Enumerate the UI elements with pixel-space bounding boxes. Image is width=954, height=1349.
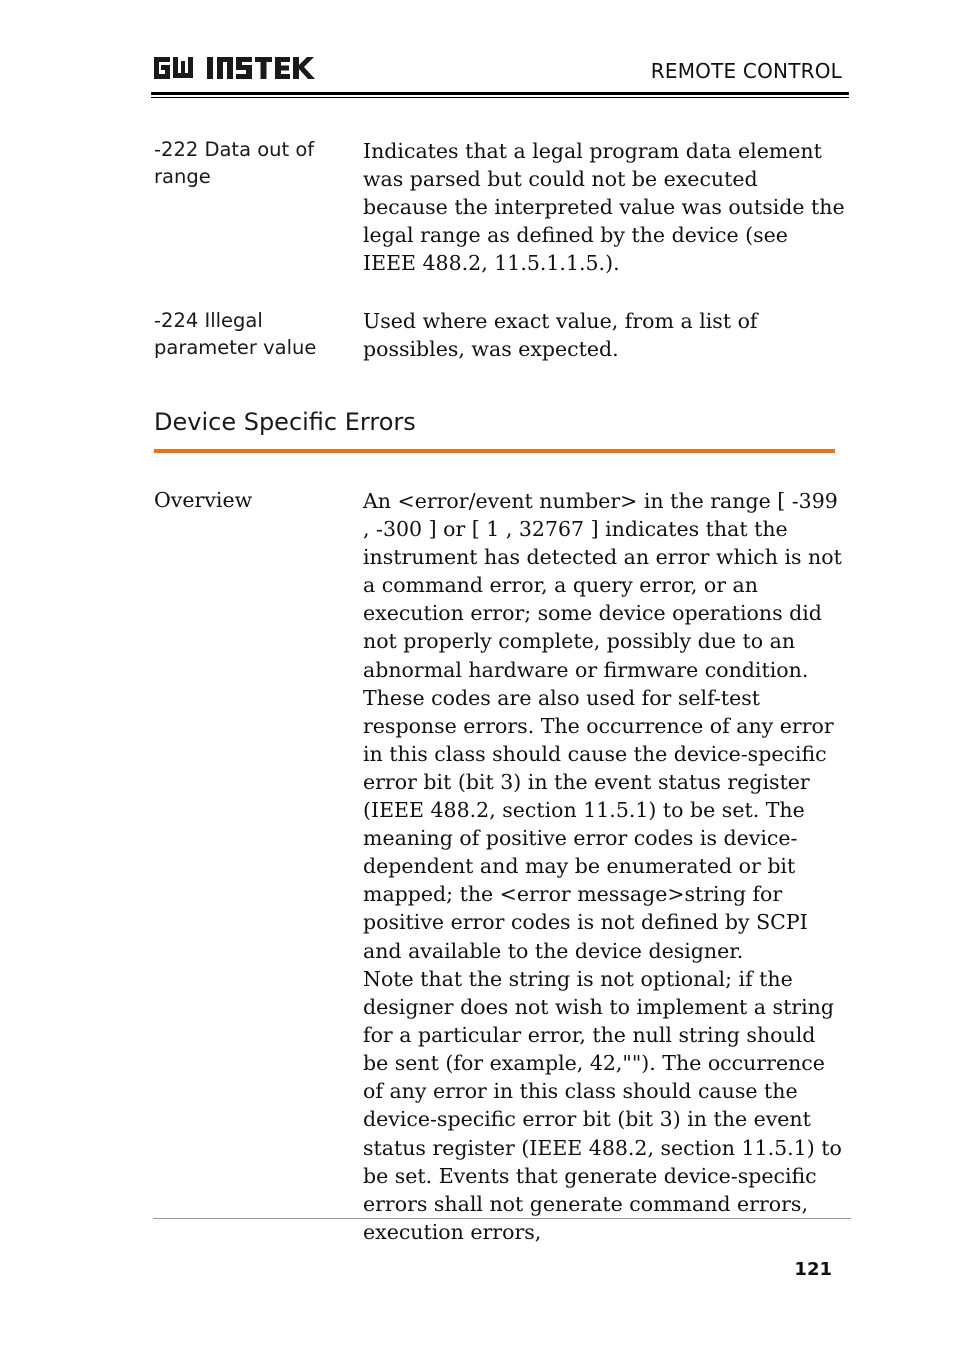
error-description: Indicates that a legal program data element was parsed but could not be executed because the interpreted value was outside the legal range as defined by the device (see IEEE 488.2, 11.5.1.1.5.).: [363, 139, 845, 276]
overview-paragraph-note: Note that the string is not optional; if the designer does not wish to implement a string for a particular error, the null string should be sent (for example, 42,""). The occurrence of any error in this class should cause the device-specific error bit (bit 3) in the event status register (IEEE 488.2, section 11.5.1) to be set. Events that generate device-specific errors shall not generate command errors, execution errors,: [363, 967, 842, 1244]
overview-paragraph: An <error/event number> in the range [ -399 , -300 ] or [ 1 , 32767 ] indicates that the instrument has detected an error which is not a command error, a query error, or an execution error; some device operations did not properly complete, possibly due to an abnormal hardware or firmware condition. These codes are also used for self-test response errors. The occurrence of any error in this class should cause the device-specific error bit (bit 3) in the event status register (IEEE 488.2, section 11.5.1) to be set. The meaning of positive error codes is device-dependent and may be enumerated or bit mapped; the <error message>string for positive error codes is not defined by SCPI and available to the device designer.: [363, 489, 842, 963]
content-bottom-rule: [153, 1218, 851, 1219]
section-heading-rule: [154, 449, 835, 453]
overview-label: Overview: [154, 488, 253, 512]
error-code-label: -222 Data out of range: [154, 138, 315, 188]
error-description: Used where exact value, from a list of possibles, was expected.: [363, 309, 758, 362]
gw-instek-logo: [152, 53, 324, 83]
page-number: 121: [794, 1259, 832, 1280]
error-code-label: -224 Illegal parameter value: [154, 309, 317, 359]
header-section-title: REMOTE CONTROL: [650, 59, 842, 83]
section-heading: Device Specific Errors: [154, 408, 416, 436]
header-rule-thin: [151, 97, 849, 98]
header-rule: [151, 92, 849, 95]
